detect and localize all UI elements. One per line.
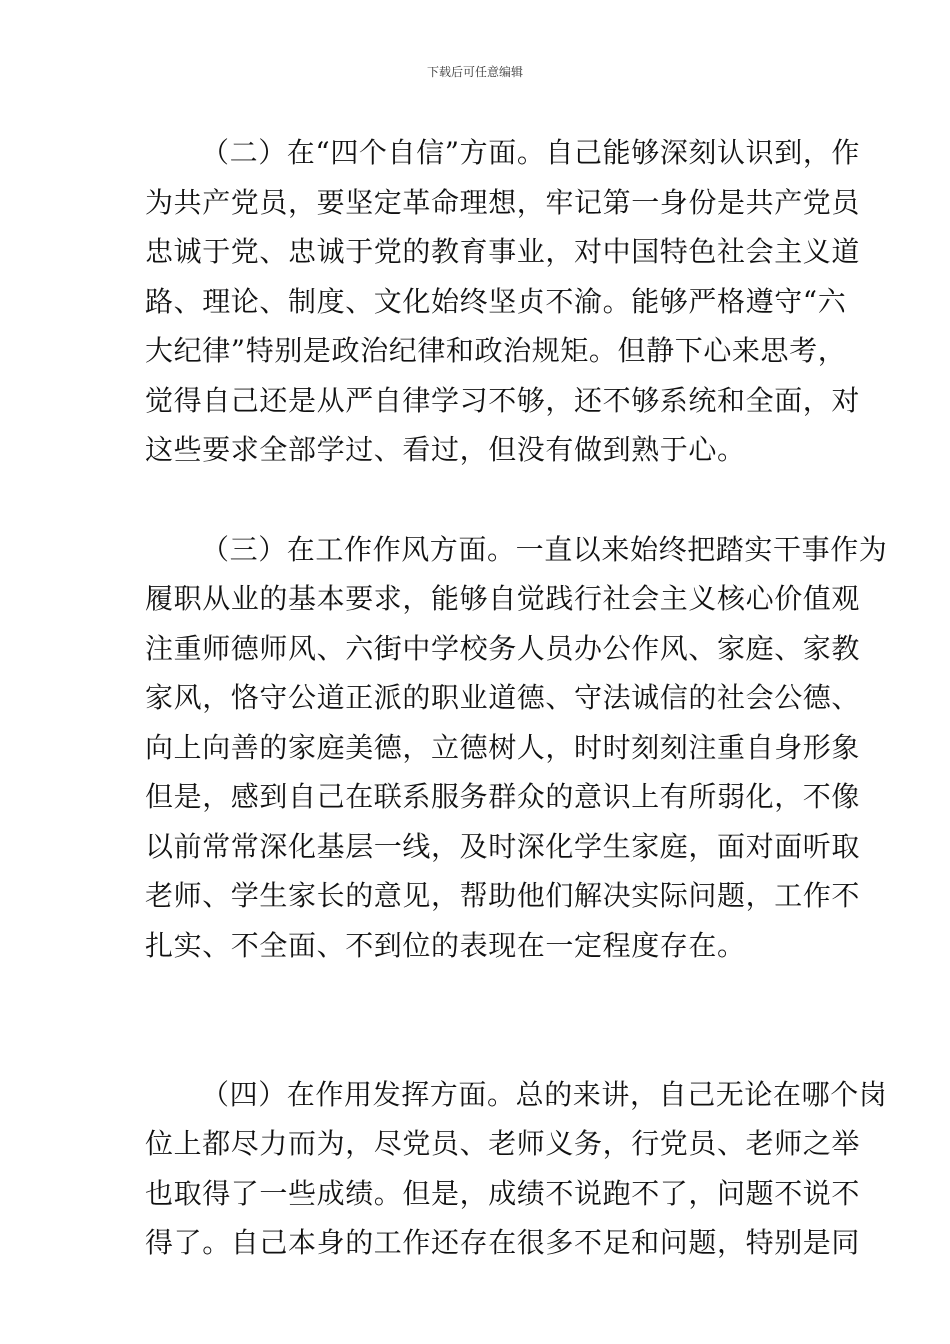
text-line: 这些要求全部学过、看过，但没有做到熟于心。 [145, 433, 746, 466]
text-line: 注重师德师风、六街中学校务人员办公作风、家庭、家教 [145, 631, 861, 665]
text-line: 老师、学生家长的意见，帮助他们解决实际问题，工作不 [145, 879, 861, 912]
text-line: 向上向善的家庭美德，立德树人，时时刻刻注重自身形象 [145, 730, 861, 764]
text-line: 觉得自己还是从严自律学习不够，还不够系统和全面，对 [145, 383, 861, 417]
text-line [145, 970, 810, 1020]
text-line: 但是，感到自己在联系服务群众的意识上有所弱化，不像 [145, 780, 861, 813]
text-line: 大纪律”特别是政治纪律和政治规矩。但静下心来思考， [145, 334, 847, 367]
document-body [145, 128, 888, 1318]
page-header: 下载后可任意编辑 [426, 65, 523, 79]
text-line: 路、理论、制度、文化始终坚贞不渝。能够严格遵守“六 [145, 284, 847, 318]
text-line: 也取得了一些成绩。但是，成绩不说跑不了，问题不说不 [145, 1176, 861, 1210]
text-line: 以前常常深化基层一线，及时深化学生家庭，面对面听取 [145, 829, 861, 863]
text-line: 忠诚于党、忠诚于党的教育事业，对中国特色社会主义道 [145, 235, 861, 268]
text-line: 为共产党员，要坚定革命理想，牢记第一身份是共产党员 [145, 185, 861, 219]
paragraph-work-style [145, 525, 888, 1020]
text-line: （三）在工作作风方面。一直以来始终把踏实干事作为 [201, 532, 888, 566]
text-line: 家风，恪守公道正派的职业道德、守法诚信的社会公德、 [145, 681, 861, 714]
text-line: 得了。自己本身的工作还存在很多不足和问题，特别是同 [145, 1226, 861, 1259]
text-line: （四）在作用发挥方面。总的来讲，自己无论在哪个岗 [201, 1077, 888, 1111]
text-line: 位上都尽力而为，尽党员、老师义务，行党员、老师之举 [145, 1127, 861, 1160]
text-line: 履职从业的基本要求，能够自觉践行社会主义核心价值观 [145, 582, 861, 615]
text-line: 扎实、不全面、不到位的表现在一定程度存在。 [145, 928, 746, 962]
paragraph-role [145, 1070, 888, 1268]
text-line: （二）在“四个自信”方面。自己能够深刻认识到，作 [201, 136, 861, 169]
paragraph-four-confidences [145, 128, 861, 475]
